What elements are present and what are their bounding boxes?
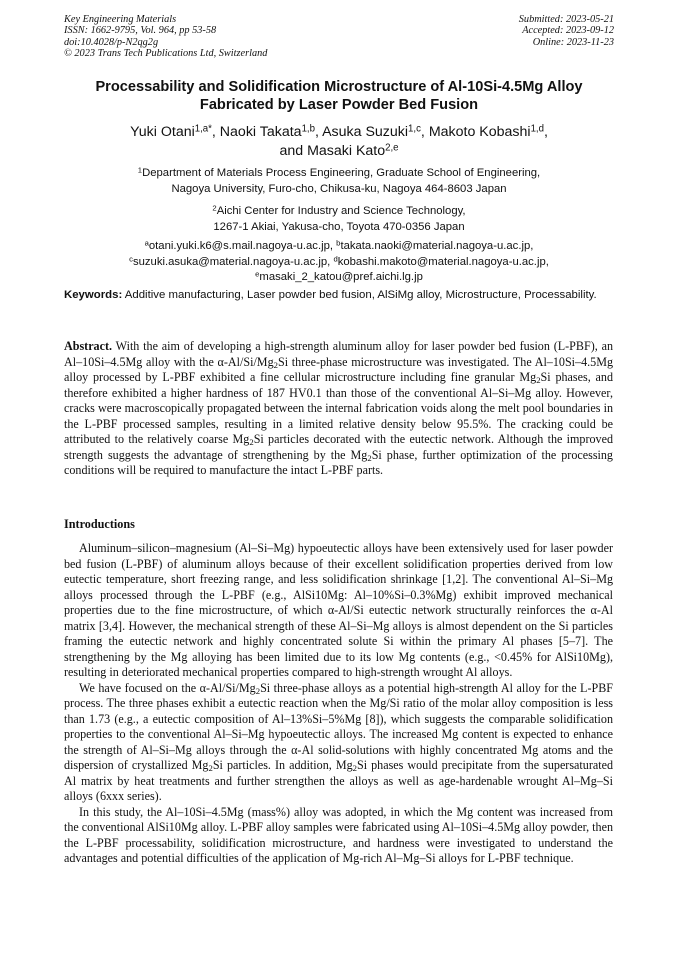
email-separator: , <box>329 240 337 252</box>
author-name: Makoto Kobashi <box>428 124 531 140</box>
author-sup: 1,c <box>408 123 421 135</box>
abstract-text: Si phases, and therefore exhibited a higher hardness of 187 HV0.1 than those of the conventional Al–Si–Mg alloy. However, cracks were macroscopically propagated between the internal fabrication voids along the melt pool boundaries in the L-PBF processed samples, resulting in a limited relative density below 95.5%. The cracking could be attributed to the relatively coarse Mg <box>64 370 613 446</box>
author-name: Yuki Otani <box>130 124 195 140</box>
affiliation-1 <box>60 166 618 197</box>
abstract-label: Abstract. <box>64 339 113 353</box>
email-address[interactable]: otani.yuki.k6@s.mail.nagoya-u.ac.jp <box>148 240 330 252</box>
keywords-block <box>64 288 613 303</box>
section-heading: Introductions <box>64 517 135 531</box>
title-line-1: Processability and Solidification Microstructure of Al-10Si-4.5Mg Alloy <box>95 79 583 95</box>
email-sup: b <box>336 238 341 248</box>
introduction-body <box>64 541 613 867</box>
dates-header <box>519 14 614 48</box>
affiliation-line: 1267-1 Akiai, Yakusa-cho, Toyota 470-0356 Japan <box>213 220 465 233</box>
subscript: 2 <box>367 452 372 463</box>
email-address[interactable]: masaki_2_katou@pref.aichi.lg.jp <box>259 271 423 284</box>
abstract-text: With the aim of developing a high-strength aluminum alloy for laser powder bed fusion (L-PBF), an Al–10Si–4.5Mg alloy with the α-Al/Si/Mg <box>64 339 613 369</box>
issn-line: ISSN: 1662-9795, Vol. 964, pp 53-58 <box>64 25 217 37</box>
abstract-text: Si three-phase microstructure was investigated. The Al–10Si–4.5Mg alloy processed by L-PBF exhibited a fine cellular microstructure including fine granular Mg <box>64 354 614 384</box>
intro-text: Si phases would precipitate from the supersaturated Al matrix by heat treatments and further strengthen the alloys as well as age-hardenable wrought Al–Mg–Si alloys (6xxx series). <box>64 758 613 803</box>
affiliation-line: Aichi Center for Industry and Science Technology, <box>216 205 466 217</box>
intro-paragraph-1: Aluminum–silicon–magnesium (Al–Si–Mg) hypoeutectic alloys have been extensively used for laser powder bed fusion (L-PBF) of aluminum alloys because of their excellent solidification properties derived from low eutectic temperature, short freezing range, and less solidification shrinkage [1,2]. The conventional Al–Si–Mg alloys processed through the L-PBF (e.g., AlSi10Mg: Al–10%Si–0.3%Mg) exhibit improved mechanical properties due to the fine microstructure, of which α-Al/Si eutectic network structurally reinforces the α-Al matrix [3,4]. However, the mechanical strength of these Al–Si–Mg alloys is almost dependent on the Si particles framing the eutectic network and highly concentrated solute Si within the primary Al phases [5–7]. The strengthening by the Mg alloying has been limited due to its low Mg contents (e.g., <0.45% for AlSi10Mg), resulting in deteriorated mechanical properties compared to high-strength wrought Al alloys. <box>64 541 613 679</box>
affiliation-sup: 1 <box>137 165 143 175</box>
subscript: 2 <box>352 762 357 773</box>
email-sup: d <box>333 254 338 264</box>
abstract-text: Si phase, further optimization of the processing conditions will be required to manufacture the intact L-PBF parts. <box>64 447 613 477</box>
subscript: 2 <box>536 374 541 385</box>
keywords-text: Additive manufacturing, Laser powder bed fusion, AlSiMg alloy, Microstructure, Processability. <box>124 289 597 301</box>
copyright-line: © 2023 Trans Tech Publications Ltd, Switzerland <box>64 48 268 60</box>
intro-text: Si three-phase alloys as a potential high-strength Al alloy for the L-PBF process. The three phases exhibit a eutectic reaction when the Mg/Si ratio of the molar alloy composition is less than 1.73 (e.g., a eutectic composition of Al–13%Si–5%Mg [8]), which suggests the comparable solidification properties to the conventional Al–Si–Mg hypoeutectic alloys. The increased Mg content is expected to enhance the strength of Al–Si–Mg alloys through the α-Al solid-solutions with highly concentrated Mg atoms and the dispersion of crystallized Mg <box>64 680 613 772</box>
intro-paragraph-2 <box>64 681 613 805</box>
affiliation-line: Department of Materials Process Engineering, Graduate School of Engineering, <box>142 167 541 179</box>
author-sup: 1,a* <box>194 123 212 135</box>
submitted-date: Submitted: 2023-05-21 <box>518 14 614 25</box>
keywords-label: Keywords: <box>64 289 123 301</box>
abstract-text: Si particles decorated with the eutectic network. Although the improved strength suggests the advantage of strengthening by the Mg <box>64 432 613 462</box>
email-separator: , <box>327 255 334 268</box>
subscript: 2 <box>255 685 261 696</box>
intro-paragraph-3: In this study, the Al–10Si–4.5Mg (mass%) alloy was adopted, in which the Mg content was increased from the conventional AlSi10Mg alloy. L-PBF alloy samples were fabricated using Al–10Si–4.5Mg alloy powder, then the L-PBF processability, solidification microstructure, and hardness were investigated to understand the advantages and potential difficulties of the application of Mg-rich Al–Mg–Si alloys for L-PBF technique. <box>64 804 613 865</box>
accepted-date: Accepted: 2023-09-12 <box>522 25 614 37</box>
paper-title <box>60 79 618 114</box>
email-address[interactable]: takata.naoki@material.nagoya-u.ac.jp <box>340 240 531 252</box>
author-name: and Masaki Kato <box>279 142 386 159</box>
journal-header <box>64 14 267 60</box>
title-line-2: Fabricated by Laser Powder Bed Fusion <box>199 96 479 113</box>
subscript: 2 <box>249 436 254 447</box>
author-sup: 1,b <box>301 123 315 135</box>
affiliation-sup: 2 <box>212 203 217 213</box>
email-list: $^a$otani.yuki.k6@s.mail.nagoya-u.ac.jp, $^b$takata.naoki@material.nagoya-u.ac.jp, $^c$suzuki.asuka@material.nagoya-u.ac.jp, $^d$kobashi.makoto@material.nagoya-u.ac.jp, $^e$masaki_2_katou@pref.aichi.lg.jp <box>129 238 549 284</box>
intro-text: Si particles. In addition, Mg <box>212 758 353 772</box>
journal-name: Key Engineering Materials <box>64 14 177 25</box>
abstract-block <box>64 339 613 479</box>
affiliation-line: Nagoya University, Furo-cho, Chikusa-ku, Nagoya 464-8603 Japan <box>171 182 507 195</box>
author-name: Asuka Suzuki <box>322 124 409 140</box>
email-sup: c <box>129 254 133 264</box>
email-address[interactable]: suzuki.asuka@material.nagoya-u.ac.jp <box>132 255 328 268</box>
email-sup: a <box>144 238 149 248</box>
author-name: Naoki Takata <box>219 124 302 140</box>
subscript: 2 <box>273 359 278 370</box>
subscript: 2 <box>208 762 213 773</box>
intro-text: We have focused on the α-Al/Si/Mg <box>79 680 256 695</box>
email-address[interactable]: kobashi.makoto@material.nagoya-u.ac.jp <box>337 255 546 268</box>
affiliation-2 <box>60 204 618 235</box>
author-list: Yuki Otani$^{1,a*}$, Naoki Takata$^{1,b}$, Asuka Suzuki$^{1,c}$, Makoto Kobashi$^{1,d}$, and Masaki Kato$^{2,e}$ <box>130 123 548 159</box>
email-sup: e <box>255 269 260 279</box>
author-sup: 1,d <box>530 123 544 135</box>
doi-line: doi:10.4028/p-N2qg2g <box>64 36 159 48</box>
author-sup: 2,e <box>385 142 399 154</box>
online-date: Online: 2023-11-23 <box>532 36 614 48</box>
